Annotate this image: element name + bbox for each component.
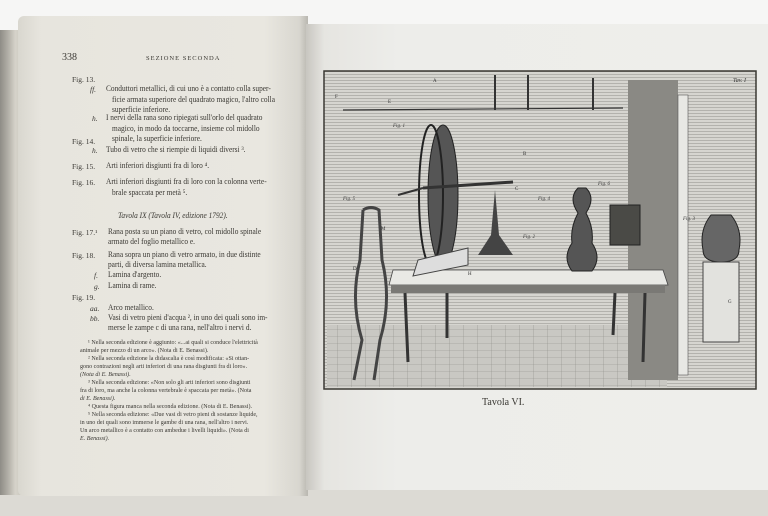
running-head: SEZIONE SECONDA bbox=[146, 55, 221, 62]
plate-label: Fig. 4 bbox=[538, 197, 550, 202]
entry-label: g. bbox=[94, 282, 100, 291]
entry-label: Fig. 18. bbox=[72, 251, 96, 260]
plate-label: A bbox=[433, 79, 437, 84]
entry-line: magico, in modo da toccarne, insieme col midollo bbox=[112, 124, 260, 133]
entry-label: ff. bbox=[90, 85, 97, 94]
entry-label: aa. bbox=[90, 304, 100, 313]
footnote-line: gono contrazioni negli arti inferiori di una rana disgiunti fra di loro». bbox=[80, 363, 248, 370]
footnote-line: animale per mezzo di un arco». (Nota di E. Benassi). bbox=[80, 347, 209, 354]
entry-label: bb. bbox=[90, 314, 100, 323]
footnote-line: in uno dei quali sono immerse le gambe di una rana, nell'altro i nervi. bbox=[80, 419, 249, 426]
entry-label: h. bbox=[92, 146, 98, 155]
entry-line: parti, di diversa lamina metallica. bbox=[108, 260, 207, 269]
entry-label: Fig. 13. bbox=[72, 75, 96, 84]
entry-line: armato del foglio metallico e. bbox=[108, 237, 195, 246]
plate-label: H bbox=[468, 272, 472, 277]
footnote-line: Un arco metallico è a contatto con ambedue i livelli liquidi». (Nota di bbox=[80, 427, 249, 434]
entry-label: Fig. 15. bbox=[72, 162, 96, 171]
entry-line: Tubo di vetro che si riempie di liquidi diversi ³. bbox=[106, 145, 246, 154]
plate-label: Tav. I bbox=[733, 78, 747, 84]
section-title: Tavola IX (Tavola IV, edizione 1792). bbox=[118, 211, 228, 220]
engraving-plate bbox=[323, 70, 757, 390]
entry-line: Rana posta su un piano di vetro, col midollo spinale bbox=[108, 227, 262, 236]
plate-label: C bbox=[515, 187, 519, 192]
entry-line: superficie inferiore. bbox=[112, 105, 171, 114]
plate-label: F bbox=[335, 95, 338, 100]
footnote-line: E. Benassi). bbox=[80, 435, 110, 442]
footnote-line: ⁵ Nella seconda edizione: «Due vasi di vetro pieni di sostanze liquide, bbox=[88, 411, 258, 418]
entry-label: h. bbox=[92, 114, 98, 123]
entry-line: Arti inferiori disgiunti fra di loro ⁴. bbox=[106, 161, 210, 170]
footnote-line: fra di loro, ma anche la colonna vertebrale è spaccata per metà». (Nota bbox=[80, 387, 252, 394]
entry-label: Fig. 19. bbox=[72, 293, 96, 302]
plate-label: Fig. 6 bbox=[598, 182, 610, 187]
entry-line: brale spaccata per metà ⁵. bbox=[112, 188, 188, 197]
plate-caption: Tavola VI. bbox=[482, 397, 525, 408]
entry-label: Fig. 14. bbox=[72, 137, 96, 146]
vase-right bbox=[702, 215, 740, 262]
footnote-line: (Nota di E. Benassi). bbox=[80, 371, 131, 378]
entry-line: ficie armata superiore del quadrato magico, l'altro colla bbox=[112, 95, 275, 104]
entry-line: I nervi della rana sono ripiegati sull'orlo del quadrato bbox=[106, 113, 263, 122]
entry-line: Rana sopra un piano di vetro armato, in due distinte bbox=[108, 250, 261, 259]
entry-label: f. bbox=[94, 271, 98, 280]
footnote-line: ⁴ Questa figura manca nella seconda edizione. (Nota di E. Benassi). bbox=[88, 403, 253, 410]
page-number: 338 bbox=[62, 52, 77, 63]
plate-label: E bbox=[388, 100, 392, 105]
jar bbox=[610, 205, 640, 245]
footnote-line: ² Nella seconda edizione la didascalia è così modificata: «Si ottan- bbox=[88, 355, 250, 362]
entry-line: merse le zampe c di una rana, nell'altro i nervi d. bbox=[108, 323, 252, 332]
footnote-line: ³ Nella seconda edizione: «Non solo gli arti inferiori sono disgiunti bbox=[88, 379, 251, 386]
footnote-line: di E. Benassi). bbox=[80, 395, 116, 402]
plate-label: D bbox=[353, 267, 357, 272]
plate-label: Fig. 3 bbox=[683, 217, 695, 222]
entry-line: Conduttori metallici, di cui uno è a contatto colla super- bbox=[106, 84, 271, 93]
entry-line: Arti inferiori disgiunti fra di loro con la colonna verte- bbox=[106, 177, 267, 186]
entry-label: Fig. 17.¹ bbox=[72, 228, 98, 237]
entry-label: Fig. 16. bbox=[72, 178, 96, 187]
entry-line: spinale, la superficie inferiore. bbox=[112, 134, 202, 143]
plate-label: M bbox=[381, 227, 386, 232]
pillar bbox=[678, 95, 688, 375]
plate-label: G bbox=[728, 300, 732, 305]
entry-line: Vasi di vetro pieni d'acqua ², in uno dei quali sono im- bbox=[108, 313, 268, 322]
pedestal bbox=[703, 262, 739, 342]
entry-line: Lamina di rame. bbox=[108, 281, 157, 290]
plate-label: Fig. 2 bbox=[523, 235, 535, 240]
entry-line: Arco metallico. bbox=[108, 303, 154, 312]
plate-label: Fig. 5 bbox=[343, 197, 355, 202]
footnote-line: ¹ Nella seconda edizione è aggiunto: «...ai quali si conduce l'elettricità bbox=[88, 339, 258, 346]
table-apron bbox=[391, 285, 665, 293]
plate-label: Fig. 1 bbox=[393, 124, 405, 129]
entry-line: Lamina d'argento. bbox=[108, 270, 162, 279]
plate-label: B bbox=[523, 152, 527, 157]
